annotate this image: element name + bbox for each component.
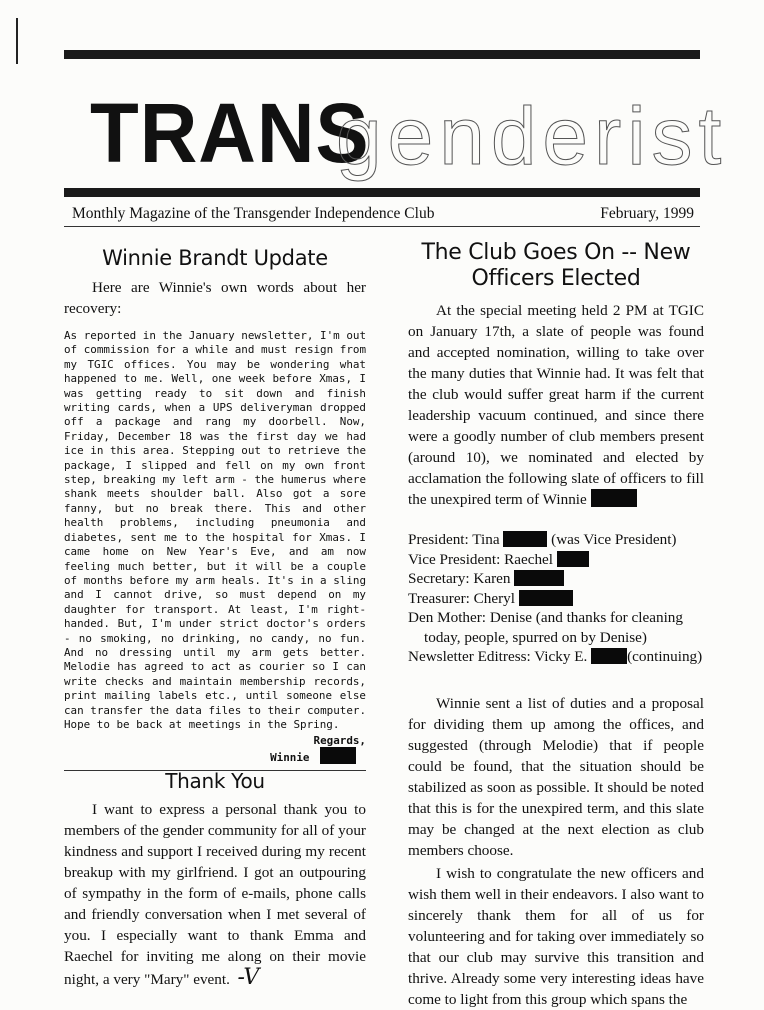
officer-secretary xyxy=(408,569,704,589)
masthead xyxy=(90,78,728,188)
winnie-signoff xyxy=(64,747,356,764)
officer-editress-label: Newsletter Editress: Vicky E. xyxy=(408,648,588,665)
winnie-regards: Regards, xyxy=(313,734,366,748)
officers-article-title: The Club Goes On -- New Officers Elected xyxy=(421,240,691,291)
officer-president-label: President: Tina xyxy=(408,531,500,548)
officer-editress xyxy=(408,647,704,667)
officer-editress-note: (continuing) xyxy=(627,648,703,665)
redaction-block xyxy=(320,747,356,764)
left-column xyxy=(64,232,366,990)
scan-margin-mark xyxy=(16,18,18,64)
winnie-intro: Here are Winnie's own words about her recovery: xyxy=(64,279,366,317)
redaction-block xyxy=(591,648,627,664)
redaction-block xyxy=(591,489,637,507)
masthead-thin-rule xyxy=(64,226,700,227)
officer-list xyxy=(408,530,704,667)
officers-para2: Winnie sent a list of duties and a proposal for dividing them up among the offices, and suggested (through Melodie) that if people could be found, that the situation should be stabilized as soon as possible. It should be noted that this is for the unexpired term, and this slate may be changed at the next election as club members choose. xyxy=(408,694,704,859)
thanks-body xyxy=(64,799,366,990)
officers-para1 xyxy=(408,300,704,510)
officer-den-mother: Den Mother: Denise (and thanks for cleaning today, people, spurred on by Denise) xyxy=(408,609,683,646)
winnie-letter: As reported in the January newsletter, I'm out of commission for a while and must resign from my TGIC offices. You may be wondering what happened to me. Well, one week before Xmas, I was getting ready to sit down and finish writing cards, when a UPS deliveryman dropped off a package and rang my doorbell. Now, Friday, December 18 was the first day we had ice in this area. Stepping out to retrieve the package, I slipped and fell on my own front step, breaking my left arm - the humerus where shank meets shoulder ball. Also got a sore fanny, but no break there. This and other health problems, including pneumonia and diabetes, sent me to the hospital for Xmas. I came home on New Year's Eve, and am now feeling much better, but it will be a couple of months before my arm heals. It's in a sling and I cannot drive, so must depend on my daughter for transport. At least, I'm right-handed. But, I'm under strict doctor's orders - no smoking, no drinking, no candy, no fun. And no dressing until my arm gets better. Melodie has agreed to act as courier so I can write checks and maintain membership records, print mailing labels etc., until someone else can transfer the data files to their computer. Hope to be back at meetings in the Spring. xyxy=(64,329,366,731)
masthead-top-rule xyxy=(64,50,700,59)
winnie-article-title: Winnie Brandt Update xyxy=(102,246,328,270)
thanks-article-title: Thank You xyxy=(165,769,265,794)
redaction-block xyxy=(519,590,573,606)
masthead-genderist: genderist xyxy=(336,91,728,182)
redaction-block xyxy=(503,531,547,547)
officer-treasurer-label: Treasurer: Cheryl xyxy=(408,589,515,607)
redaction-block xyxy=(514,570,564,586)
handwritten-signature: -V xyxy=(237,965,260,991)
right-column xyxy=(408,232,704,1010)
thanks-body-text: I want to express a personal thank you to members of the gender community for all of your kindness and support I received during my recent breakup with my girlfriend. I got an outpouring of sympathy in the form of e-mails, phone calls and friendly conversation when I met several of you. I especially want to thank Emma and Raechel for inviting me along on their movie night, a very "Mary" event. xyxy=(64,801,366,989)
masthead-subtitle: Monthly Magazine of the Transgender Independence Club xyxy=(72,205,435,222)
masthead-bottom-rule xyxy=(64,188,700,197)
officers-para1-text: At the special meeting held 2 PM at TGIC on January 17th, a slate of people was found and accepted nomination, willing to take over the many duties that Winnie had. It was felt that the club would suffer great harm if the current leadership vacuum continued, and since there were a goodly number of club members present (around 10), we nominated and elected by acclamation the following slate of officers to fill the unexpired term of Winnie xyxy=(408,302,704,508)
issue-date: February, 1999 xyxy=(600,205,694,222)
officers-para3: I wish to congratulate the new officers and wish them well in their endeavors. I also want to sincerely thank them for all of us for volunteering and for taking over immediately so that our club may survive this transition and thrive. Already some very interesting ideas have come to light from this group which spans the xyxy=(408,864,704,1008)
officer-vice-president xyxy=(408,550,704,570)
officer-treasurer xyxy=(408,589,704,609)
masthead-trans: TRANS xyxy=(90,86,370,180)
officer-secretary-label: Secretary: Karen xyxy=(408,570,511,587)
officer-president xyxy=(408,530,704,550)
winnie-signer: Winnie xyxy=(270,751,310,765)
officer-vice-label: Vice President: Raechel xyxy=(408,550,553,568)
redaction-block xyxy=(557,551,589,567)
officer-president-note: (was Vice President) xyxy=(551,531,677,548)
